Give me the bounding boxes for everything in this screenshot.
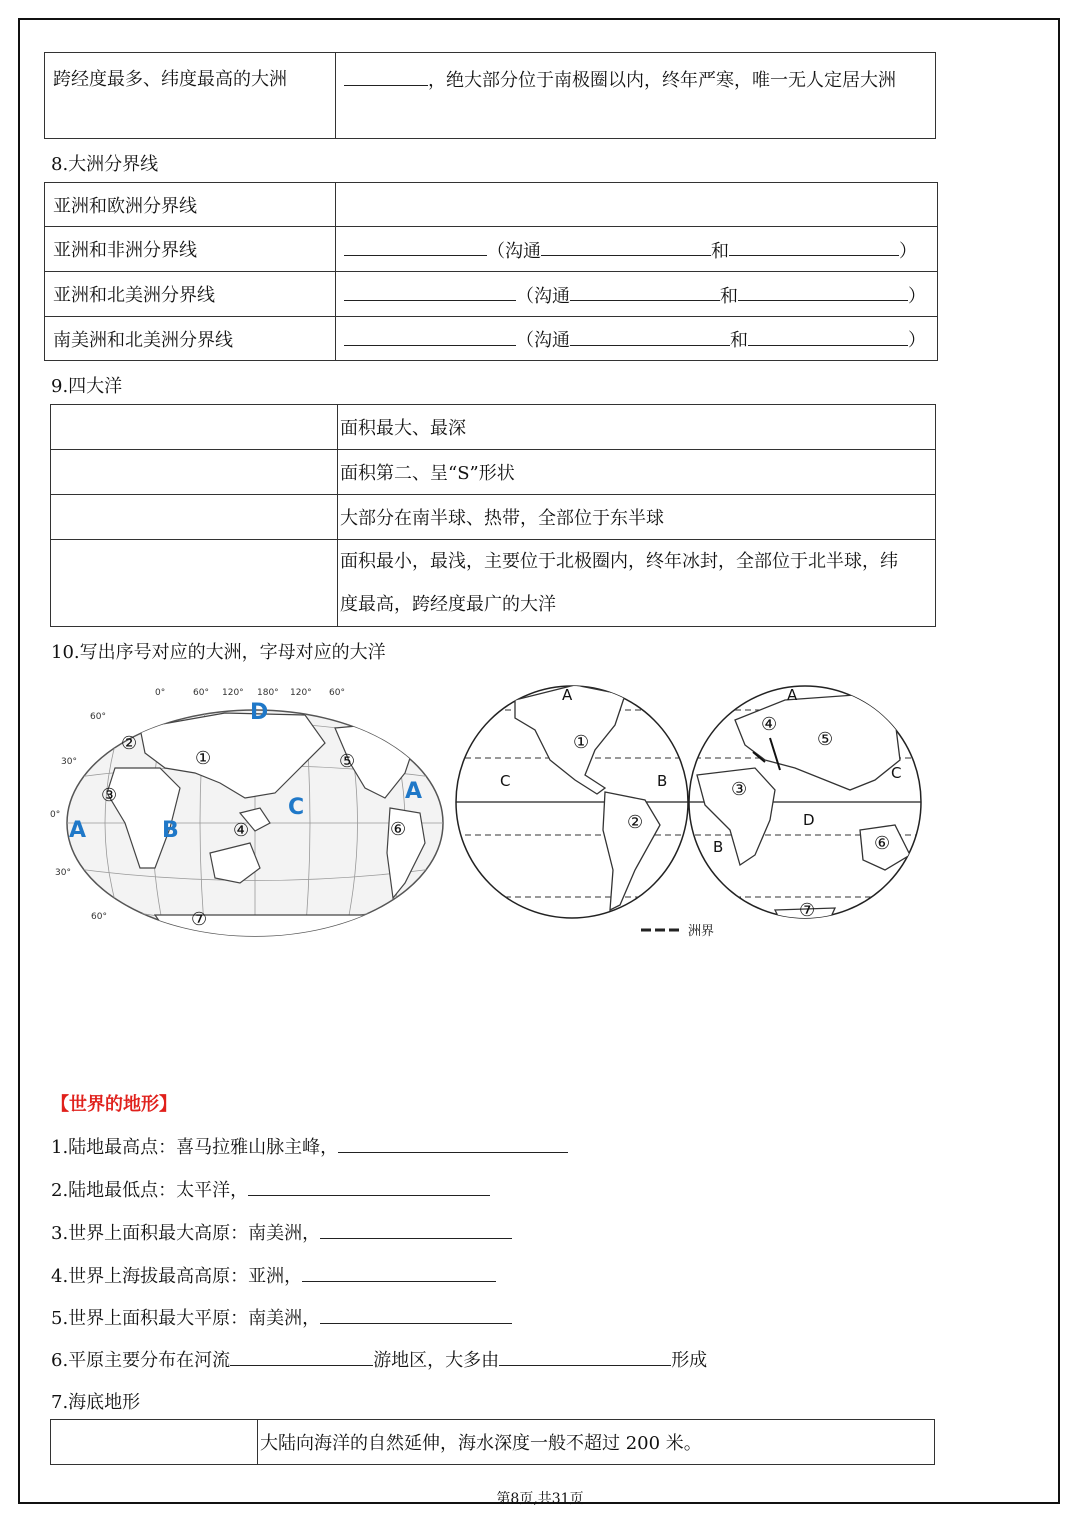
continent-number: ③ — [731, 779, 748, 800]
seabed-table — [50, 1419, 935, 1465]
seabed-answer-cell[interactable] — [51, 1420, 258, 1465]
ocean-answer-cell[interactable] — [51, 450, 338, 495]
continent-number: ③ — [101, 785, 118, 806]
ocean-answer-cell[interactable] — [51, 495, 338, 540]
continent-number: ⑥ — [390, 819, 407, 840]
ocean-desc: 面积第二、呈“S”形状 — [338, 450, 936, 495]
answer-blank[interactable] — [344, 236, 487, 257]
lat-label: 60° — [91, 912, 107, 922]
ocean-letter: A — [405, 779, 423, 804]
ocean-letter: B — [657, 772, 668, 790]
legend-label: 洲界 — [688, 924, 715, 939]
continent-label: 跨经度最多、纬度最高的大洲 — [53, 69, 287, 90]
continent-number: ② — [121, 733, 138, 754]
ocean-letter: C — [891, 764, 902, 782]
continent-number: ⑤ — [817, 729, 834, 750]
lon-tick: 60° — [193, 688, 209, 698]
boundary-answer-cell: （沟通 和 ） — [336, 272, 938, 317]
ocean-desc: 面积最小，最浅，主要位于北极圈内，终年冰封，全部位于北半球，纬 度最高，跨经度最广的大洋 — [338, 540, 936, 627]
lon-tick: 0° — [155, 688, 166, 698]
answer-blank[interactable] — [541, 236, 711, 257]
continent-number: ⑦ — [799, 900, 816, 921]
continent-answer-cell — [336, 53, 936, 139]
lat-label: 0° — [50, 810, 61, 820]
legend — [641, 924, 714, 939]
answer-blank[interactable] — [748, 325, 908, 346]
terrain-item: 1.陆地最高点：喜马拉雅山脉主峰， — [51, 1132, 568, 1159]
continent-desc: ，绝大部分位于南极圈以内，终年严寒，唯一无人定居大洲 — [428, 69, 896, 91]
boundary-label: 亚洲和北美洲分界线 — [45, 272, 336, 317]
lat-label: 60° — [90, 712, 106, 722]
boundary-label: 南美洲和北美洲分界线 — [45, 317, 336, 361]
continent-number: ⑦ — [191, 909, 208, 930]
lat-label: 30° — [55, 868, 71, 878]
continent-label-cell — [45, 53, 336, 139]
continent-number: ① — [195, 748, 212, 769]
world-map — [45, 683, 465, 943]
ocean-letter: A — [69, 818, 87, 843]
continent-number: ② — [627, 812, 644, 833]
ocean-letter: D — [803, 811, 815, 829]
ocean-desc: 面积最大、最深 — [338, 405, 936, 450]
answer-blank[interactable] — [344, 65, 428, 86]
answer-blank[interactable] — [344, 281, 516, 302]
boundary-answer-cell: （沟通 和 ） — [336, 227, 938, 272]
section8-title: 8.大洲分界线 — [51, 154, 159, 175]
terrain-item: 5.世界上面积最大平原：南美洲， — [51, 1303, 512, 1330]
terrain-item: 7.海底地形 — [51, 1392, 141, 1413]
answer-blank[interactable] — [570, 281, 720, 302]
terrain-item: 3.世界上面积最大高原：南美洲， — [51, 1218, 512, 1245]
lon-tick: 180° — [257, 688, 279, 698]
continent-number: ⑥ — [874, 833, 891, 854]
answer-blank[interactable] — [738, 281, 908, 302]
boundary-label: 亚洲和非洲分界线 — [45, 227, 336, 272]
ocean-answer-cell[interactable] — [51, 405, 338, 450]
terrain-item: 6.平原主要分布在河流 游地区，大多由 形成 — [51, 1345, 707, 1372]
ocean-letter: C — [288, 795, 305, 820]
lon-tick: 120° — [222, 688, 244, 698]
answer-blank[interactable] — [302, 1261, 496, 1282]
answer-blank[interactable] — [729, 236, 899, 257]
ocean-answer-cell[interactable] — [51, 540, 338, 627]
seabed-desc: 大陆向海洋的自然延伸，海水深度一般不超过 200 米。 — [258, 1420, 935, 1465]
answer-blank[interactable] — [344, 325, 516, 346]
boundary-table — [44, 182, 938, 361]
ocean-letter: B — [162, 818, 179, 843]
lon-tick: 120° — [290, 688, 312, 698]
continent-number: ④ — [233, 820, 250, 841]
page-footer: 第8页,共31页 — [496, 1491, 584, 1507]
boundary-label: 亚洲和欧洲分界线 — [45, 183, 336, 227]
answer-blank[interactable] — [499, 1345, 671, 1366]
answer-blank[interactable] — [320, 1218, 512, 1239]
boundary-answer-cell[interactable] — [336, 183, 938, 227]
boundary-answer-cell: （沟通 和 ） — [336, 317, 938, 361]
ocean-letter: A — [562, 686, 573, 704]
ocean-letter: A — [787, 686, 798, 704]
lat-label: 30° — [61, 757, 77, 767]
lon-tick: 60° — [329, 688, 345, 698]
ocean-letter: B — [713, 838, 724, 856]
answer-blank[interactable] — [338, 1132, 568, 1153]
continent-number: ④ — [761, 714, 778, 735]
continent-number: ① — [573, 732, 590, 753]
terrain-item: 2.陆地最低点：太平洋， — [51, 1175, 490, 1202]
continent-table — [44, 52, 936, 139]
answer-blank[interactable] — [248, 1175, 490, 1196]
ocean-table — [50, 404, 936, 627]
answer-blank[interactable] — [320, 1303, 512, 1324]
ocean-desc: 大部分在南半球、热带，全部位于东半球 — [338, 495, 936, 540]
ocean-letter: C — [500, 772, 511, 790]
section10-title: 10.写出序号对应的大洲，字母对应的大洋 — [51, 642, 386, 663]
terrain-item: 4.世界上海拔最高高原：亚洲， — [51, 1261, 496, 1288]
answer-blank[interactable] — [570, 325, 730, 346]
continent-number: ⑤ — [339, 751, 356, 772]
hemisphere-map — [455, 680, 925, 945]
answer-blank[interactable] — [230, 1345, 373, 1366]
terrain-title: 【世界的地形】 — [51, 1094, 177, 1115]
section9-title: 9.四大洋 — [51, 376, 123, 397]
ocean-letter: D — [250, 700, 269, 725]
